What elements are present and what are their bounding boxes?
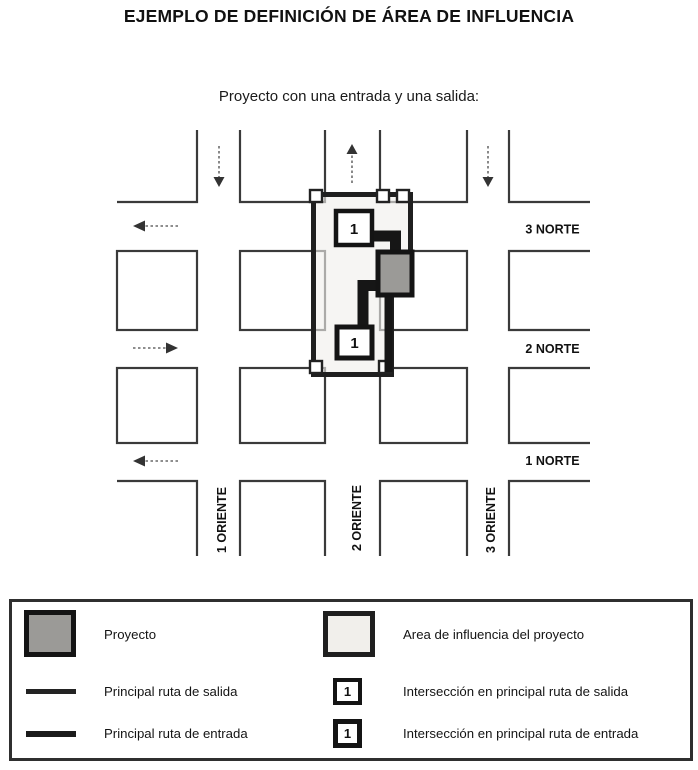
intersection-box-salida (336, 211, 372, 245)
influence-corner-notch (377, 190, 389, 202)
influence-corner-notch (310, 190, 322, 202)
city-block (117, 130, 197, 202)
city-block (117, 251, 197, 330)
arrow-east-icon (133, 343, 178, 354)
influence-corner-notch (397, 190, 409, 202)
city-block (240, 368, 325, 443)
street-label-3-oriente: 3 ORIENTE (484, 487, 498, 553)
street-label-2-oriente: 2 ORIENTE (350, 485, 364, 551)
legend-label-interseccion-salida: Intersección en principal ruta de salida (403, 684, 629, 699)
legend-swatch-influence-area (323, 611, 375, 657)
legend-label-ruta-salida: Principal ruta de salida (104, 684, 238, 699)
street-label-2-norte: 2 NORTE (525, 342, 580, 356)
city-block (509, 251, 590, 330)
city-block (117, 481, 197, 556)
street-label-1-oriente: 1 ORIENTE (215, 487, 229, 553)
project-square (378, 252, 412, 295)
legend-swatch-interseccion-salida (333, 678, 362, 705)
city-block (509, 481, 590, 556)
street-label-1-norte: 1 NORTE (525, 454, 580, 468)
legend-box-number: 1 (343, 684, 352, 699)
figure-caption: Proyecto con una entrada y una salida: (218, 88, 480, 105)
arrow-west-icon (133, 221, 178, 232)
city-block (117, 368, 197, 443)
influence-corner-notch (310, 361, 322, 373)
arrow-south-icon (214, 146, 225, 187)
arrow-south-icon (483, 146, 494, 187)
legend-label-proyecto: Proyecto (104, 627, 157, 642)
city-block (380, 130, 467, 202)
intersection-box-entrada (337, 327, 372, 358)
arrow-west-icon (133, 456, 178, 467)
intersection-number: 1 (349, 221, 359, 238)
legend-box-number: 1 (343, 726, 352, 741)
legend-swatch-route-entrada (26, 731, 76, 737)
city-block (509, 130, 590, 202)
city-block (240, 481, 325, 556)
legend-swatch-route-salida (26, 689, 76, 694)
intersection-number: 1 (350, 335, 359, 352)
city-block (380, 481, 467, 556)
page-title: EJEMPLO DE DEFINICIÓN DE ÁREA DE INFLUENCIA (123, 6, 575, 26)
legend-label-ruta-entrada: Principal ruta de entrada (104, 726, 248, 741)
street-label-3-norte: 3 NORTE (525, 222, 580, 237)
city-block (380, 368, 467, 443)
legend-label-interseccion-entrada: Intersección en principal ruta de entrada (403, 726, 639, 741)
legend-swatch-interseccion-entrada (333, 719, 362, 748)
arrow-north-icon (347, 144, 358, 183)
legend (9, 599, 693, 761)
legend-label-area-influencia: Area de influencia del proyecto (403, 627, 585, 642)
city-block (509, 368, 590, 443)
legend-swatch-project (24, 610, 76, 657)
